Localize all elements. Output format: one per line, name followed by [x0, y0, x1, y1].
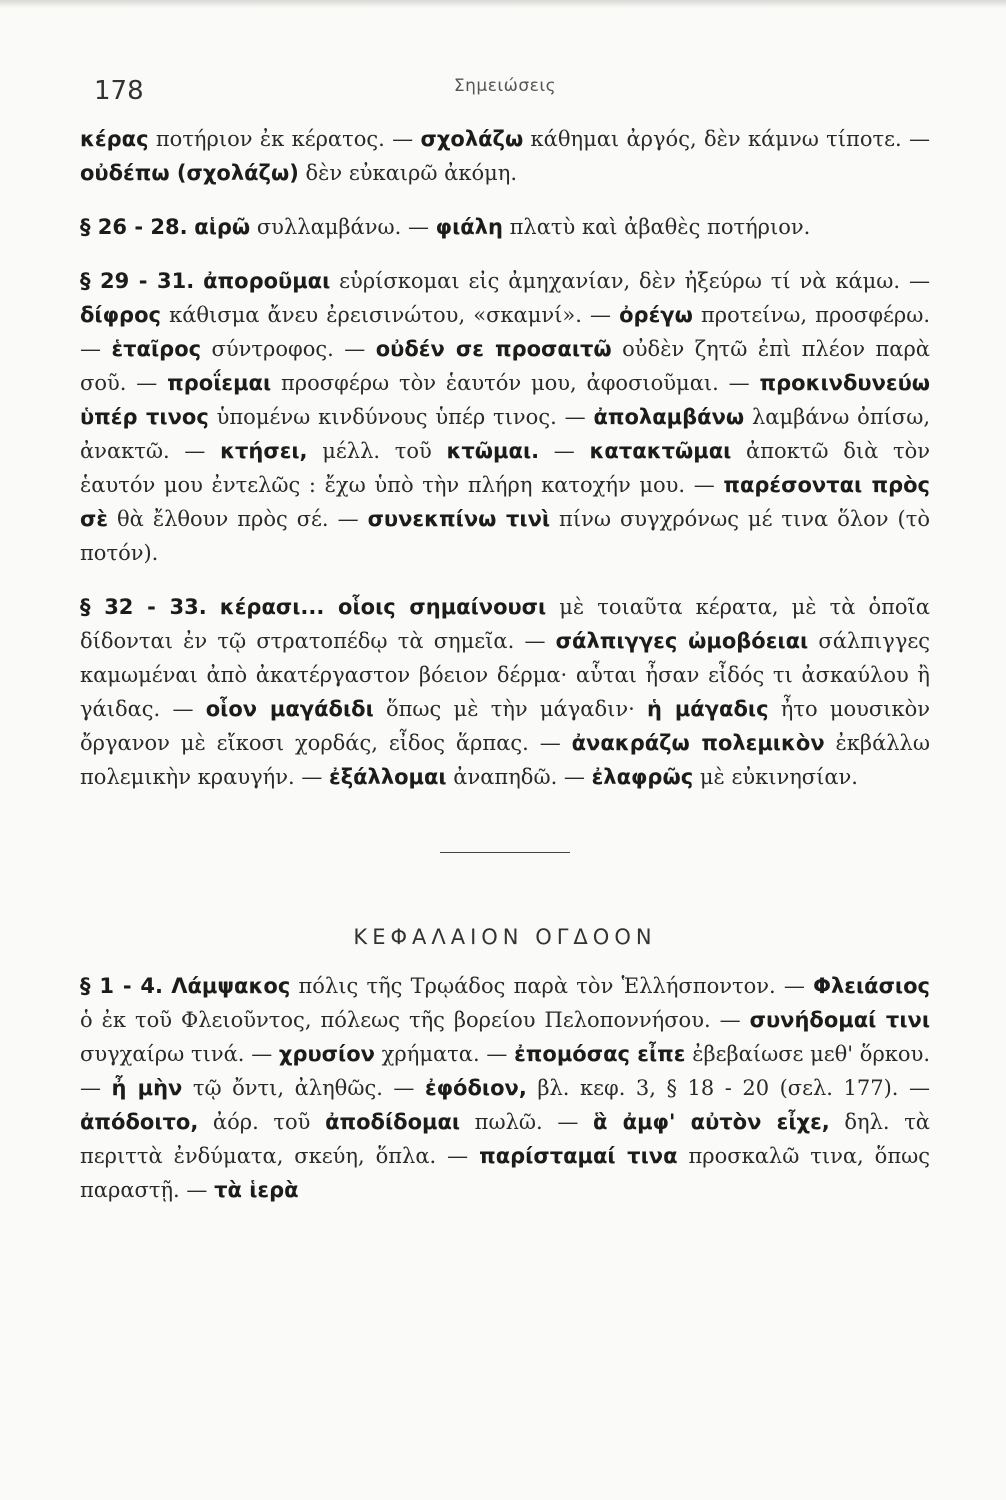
lemma: κατακτῶμαι [589, 439, 732, 463]
lemma: Φλειάσιος [813, 974, 930, 998]
gloss-text: κάθισμα ἄνευ ἐρεισινώτου, «σκαμνί». — [160, 303, 620, 327]
note-paragraph [80, 122, 930, 190]
lemma: Λάμψακος [171, 974, 291, 998]
gloss-text: τῷ ὄντι, ἀληθῶς. — [182, 1076, 425, 1100]
note-paragraph [80, 210, 930, 244]
gloss-text: πίνω συγχρόνως μέ τινα ὅλον (τὸ ποτόν). [80, 507, 931, 565]
lemma: κτήσει, [220, 439, 308, 463]
page-number: 178 [94, 76, 144, 106]
gloss-text: ὑπομένω κινδύνους ὑπέρ τινος. — [208, 405, 594, 429]
lemma: § 1 - 4. [80, 974, 163, 998]
gloss-text: σύντροφος. — [201, 337, 376, 361]
lemma: σάλπιγγες ὠμοβόειαι [555, 629, 809, 653]
chapter-title: ΚΕΦΑΛΑΙΟΝ ΟΓΔΟΟΝ [353, 925, 657, 949]
gloss-text: προτείνω, προσφέρω. — [80, 303, 930, 361]
note-paragraph [80, 590, 930, 794]
gloss-text: βλ. κεφ. 3, § 18 - 20 (σελ. 177). — [526, 1076, 930, 1100]
lemma: ἐξάλλομαι [329, 765, 447, 789]
lemma: ἃ ἀμφ' αὐτὸν εἶχε, [592, 1110, 830, 1134]
gloss-text [194, 269, 203, 293]
gloss-text [163, 974, 171, 998]
lemma: σχολάζω [420, 127, 524, 151]
lemma: συνήδομαί τινι [749, 1008, 930, 1032]
gloss-text: ὅπως μὲ τὴν μάγαδιν· [373, 697, 648, 721]
lemma: ἀπόδοιτο, [80, 1110, 199, 1134]
section-divider [440, 852, 570, 853]
gloss-text: εὑρίσκομαι εἰς ἀμηχανίαν, δὲν ἠξεύρω τί νὰ κάμω. — [330, 269, 930, 293]
page-header [80, 70, 930, 122]
gloss-text: προσκαλῶ τινα, ὅπως παραστῇ. — [80, 1144, 931, 1202]
note-paragraph [80, 969, 930, 1207]
gloss-text: θὰ ἔλθουν πρὸς σέ. — [108, 507, 368, 531]
gloss-text: ἀναπηδῶ. — [446, 765, 592, 789]
gloss-text: πόλις τῆς Τρῳάδος παρὰ τὸν Ἑλλήσποντον. — [290, 974, 814, 998]
gloss-text: κάθημαι ἀργός, δὲν κάμνω τίποτε. — [523, 127, 930, 151]
lemma: ἦ μὴν [111, 1076, 183, 1100]
lemma: ἐπομόσας εἶπε [514, 1042, 686, 1066]
gloss-text: σάλπιγγες καμωμέναι ἀπὸ ἀκατέργαστον βόειον δέρμα· αὗται ἦσαν εἶδός τι ἀσκαύλου ἢ γάιδας. — [80, 629, 931, 721]
gloss-text: πλατὺ καὶ ἀβαθὲς ποτήριον. [502, 215, 811, 239]
lemma: παρέσονται πρὸς σὲ [80, 473, 930, 531]
gloss-text: προσφέρω τὸν ἑαυτόν μου, ἀφοσιοῦμαι. — [271, 371, 760, 395]
gloss-text: ἀόρ. τοῦ [198, 1110, 326, 1134]
lemma: χρυσίον [278, 1042, 375, 1066]
lemma: κτῶμαι. [446, 439, 540, 463]
notes-body [80, 122, 930, 794]
lemma: ἀποροῦμαι [203, 269, 331, 293]
lemma: ἀνακράζω πολεμικὸν [571, 731, 825, 755]
gloss-text: μέλλ. τοῦ [307, 439, 447, 463]
lemma: προκινδυνεύω ὑπέρ τινος [80, 371, 931, 429]
lemma: οὐδέπω (σχολάζω) [80, 161, 299, 185]
gloss-text: ἀποκτῶ διὰ τὸν ἑαυτόν μου ἐντελῶς : ἔχω ὑπὸ τὴν πλήρη κατοχήν μου. — [80, 439, 930, 497]
gloss-text: μὲ τοιαῦτα κέρατα, μὲ τὰ ὁποῖα δίδονται ἐν τῷ στρατοπέδῳ τὰ σημεῖα. — [80, 595, 930, 653]
gloss-text: πωλῶ. — [460, 1110, 593, 1134]
gloss-text: δηλ. τὰ περιττὰ ἐνδύματα, σκεύη, ὅπλα. — [80, 1110, 930, 1168]
lemma: ἡ μάγαδις [647, 697, 769, 721]
lemma: συνεκπίνω τινὶ [367, 507, 551, 531]
lemma: ἀποδίδομαι [325, 1110, 461, 1134]
gloss-text: — [539, 439, 590, 463]
scan-edge [0, 0, 1006, 8]
lemma: δίφρος [80, 303, 161, 327]
lemma: ἀπολαμβάνω [593, 405, 745, 429]
lemma: § 32 - 33. [80, 595, 207, 619]
gloss-text: ἐβεβαίωσε μεθ' ὅρκου. — [80, 1042, 931, 1100]
gloss-text: λαμβάνω ὀπίσω, ἀνακτῶ. — [80, 405, 930, 463]
gloss-text: οὐδὲν ζητῶ ἐπὶ πλέον παρὰ σοῦ. — [80, 337, 930, 395]
lemma: φιάλη [435, 215, 503, 239]
lemma: § 29 - 31. [80, 269, 195, 293]
lemma: προΐεμαι [167, 371, 272, 395]
lemma: τὰ ἱερὰ [214, 1178, 299, 1202]
lemma: ὀρέγω [619, 303, 693, 327]
lemma: οὐδέν σε προσαιτῶ [375, 337, 612, 361]
note-paragraph [80, 264, 930, 570]
document-page [80, 70, 930, 1227]
lemma: § 26 - 28. [80, 215, 188, 239]
gloss-text: συγχαίρω τινά. — [80, 1042, 279, 1066]
gloss-text: ἦτο μουσικὸν ὄργανον μὲ εἴκοσι χορδάς, εἶδος ἅρπας. — [80, 697, 931, 755]
gloss-text: δὲν εὐκαιρῶ ἀκόμη. [298, 161, 518, 185]
gloss-text: ἐκβάλλω πολεμικὴν κραυγήν. — [80, 731, 930, 789]
gloss-text: ποτήριον ἐκ κέρατος. — [148, 127, 421, 151]
lemma: ἐφόδιον, [424, 1076, 527, 1100]
chapter-body [80, 969, 930, 1207]
lemma: κέρας [80, 127, 149, 151]
gloss-text: μὲ εὐκινησίαν. [693, 765, 858, 789]
lemma: οἷον μαγάδιδι [205, 697, 374, 721]
gloss-text: συλλαμβάνω. — [250, 215, 436, 239]
lemma: παρίσταμαί τινα [479, 1144, 678, 1168]
lemma: αἱρῶ [194, 215, 251, 239]
gloss-text: χρήματα. — [374, 1042, 515, 1066]
running-head: Σημειώσεις [453, 76, 557, 96]
lemma: ἑταῖρος [111, 337, 202, 361]
lemma: ἐλαφρῶς [591, 765, 694, 789]
lemma: κέρασι... οἷοις σημαίνουσι [219, 595, 547, 619]
gloss-text: ὁ ἐκ τοῦ Φλειοῦντος, πόλεως τῆς βορείου Πελοποννήσου. — [80, 1008, 750, 1032]
gloss-text [207, 595, 220, 619]
